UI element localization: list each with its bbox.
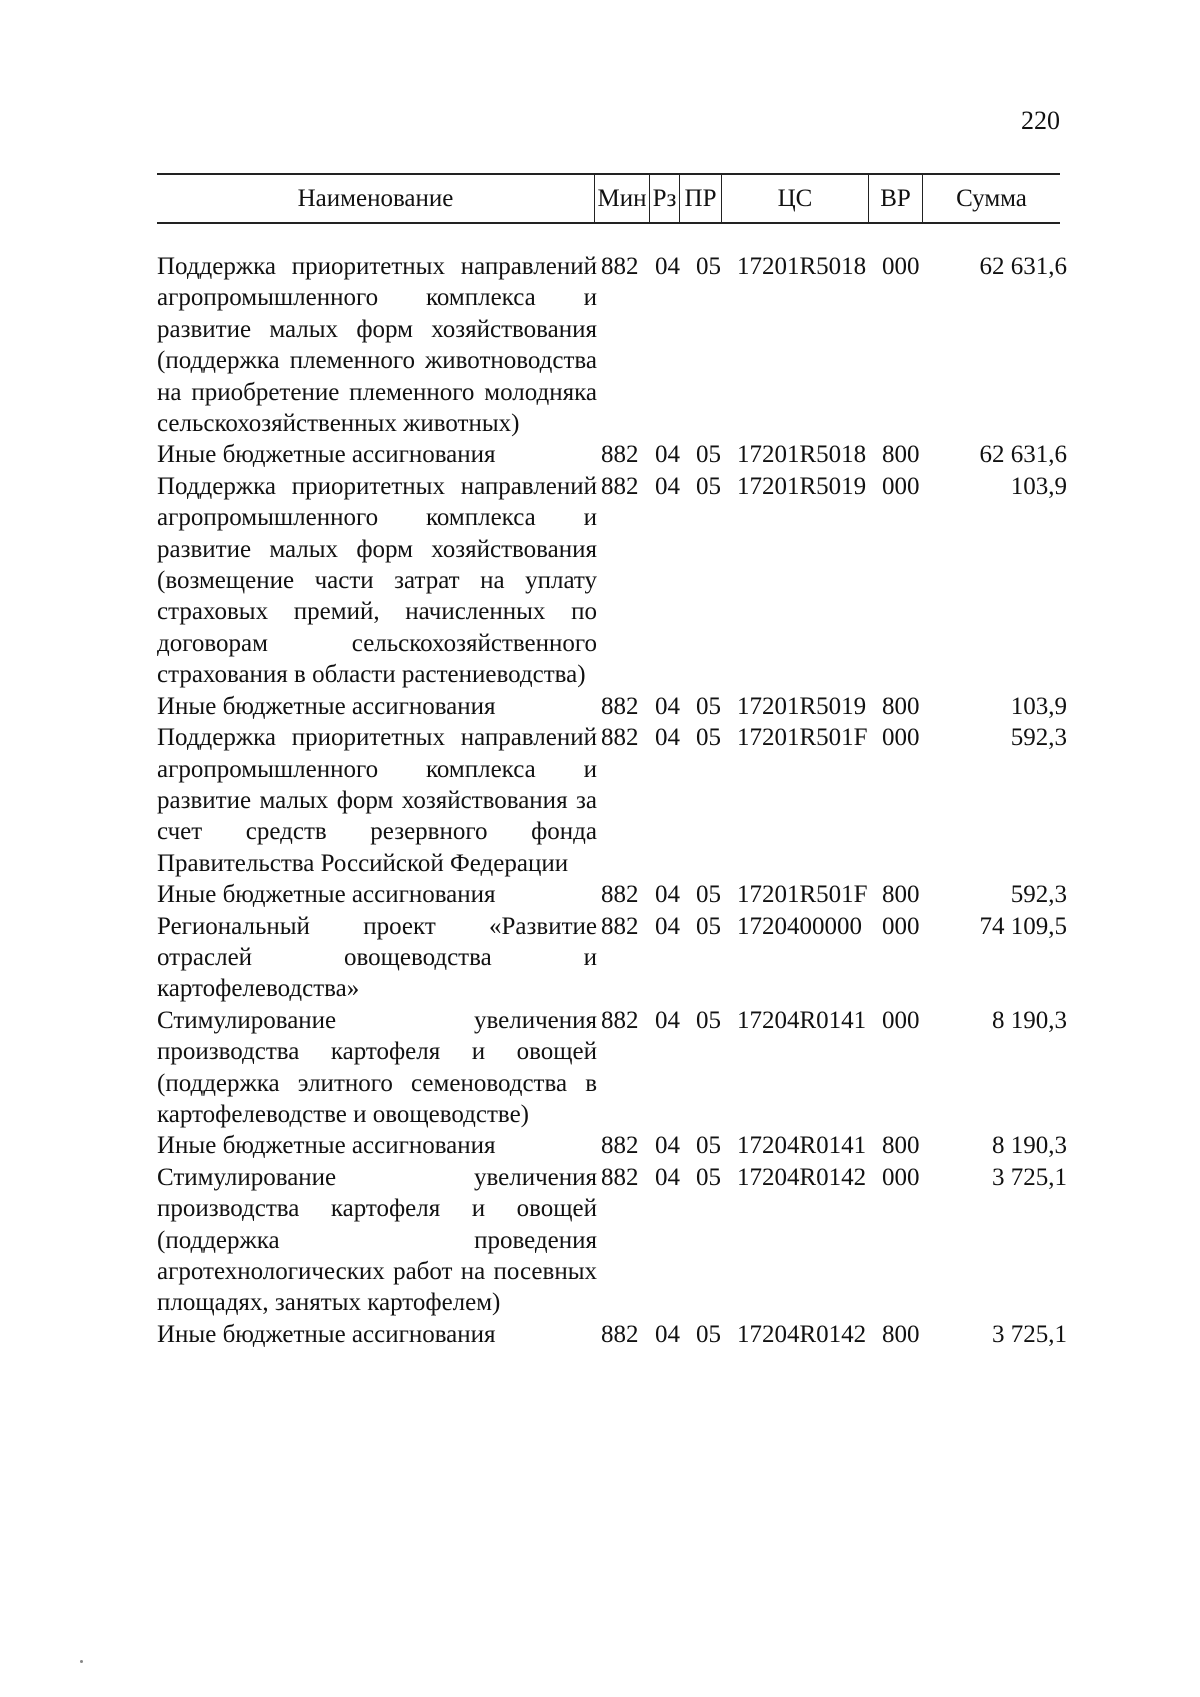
page-number: 220 — [1021, 106, 1060, 135]
header-name: Наименование — [297, 185, 454, 212]
row-name: Иные бюджетные ассигнования — [157, 692, 496, 720]
header-cs: ЦС — [721, 175, 868, 222]
row-sum: 8 190,3 — [992, 1006, 1067, 1034]
row-cs: 17201R5019 — [737, 692, 867, 720]
row-name: Иные бюджетные ассигнования — [157, 881, 496, 909]
table-header — [157, 173, 1060, 224]
row-name: Региональный проект «Развитие отраслей овощеводства и картофелеводства» — [157, 912, 597, 1003]
table-body — [157, 251, 1067, 1350]
row-min: 882 — [601, 692, 639, 720]
row-name: Иные бюджетные ассигнования — [157, 1320, 496, 1348]
row-min: 882 — [601, 472, 639, 500]
row-cs: 17201R501F — [737, 881, 868, 909]
row-min: 882 — [601, 1006, 639, 1034]
row-vr: 000 — [882, 1163, 920, 1191]
row-pr: 05 — [696, 912, 721, 940]
row-name: Стимулирование увеличения производства картофеля и овощей (поддержка проведения агротехнологических работ на посевных площадях, занятых картофелем) — [157, 1163, 597, 1317]
table-row — [157, 691, 1067, 722]
row-rz: 04 — [655, 724, 680, 752]
row-vr: 800 — [882, 692, 920, 720]
row-sum: 8 190,3 — [992, 1132, 1067, 1160]
row-pr: 05 — [696, 724, 721, 752]
row-rz: 04 — [655, 1320, 680, 1348]
row-rz: 04 — [655, 1163, 680, 1191]
row-sum: 103,9 — [1010, 472, 1067, 500]
row-vr: 800 — [882, 1320, 920, 1348]
row-vr: 800 — [882, 441, 920, 469]
table-row — [157, 1005, 1067, 1131]
row-min: 882 — [601, 1163, 639, 1191]
row-sum: 62 631,6 — [979, 253, 1067, 280]
row-sum: 74 109,5 — [979, 912, 1067, 940]
row-rz: 04 — [655, 1006, 680, 1034]
row-cs: 1720400000 — [737, 912, 862, 940]
row-name: Иные бюджетные ассигнования — [157, 441, 496, 469]
row-vr: 000 — [882, 1006, 920, 1034]
row-min: 882 — [601, 881, 639, 909]
row-name: Поддержка приоритетных направлений агропромышленного комплекса и развитие малых форм хозяйствования за счет средств резервного фонда Правительства Российской Федерации — [157, 724, 597, 877]
row-pr: 05 — [696, 253, 721, 280]
row-vr: 000 — [882, 472, 920, 500]
row-rz: 04 — [655, 881, 680, 909]
table-row — [157, 722, 1067, 879]
table-row — [157, 471, 1067, 691]
row-sum: 3 725,1 — [992, 1163, 1067, 1191]
table-row — [157, 251, 1067, 439]
table-row — [157, 1319, 1067, 1350]
row-pr: 05 — [696, 1006, 721, 1034]
row-cs: 17204R0142 — [737, 1320, 867, 1348]
row-sum: 592,3 — [1010, 724, 1067, 752]
header-vr: ВР — [868, 175, 922, 222]
row-cs: 17201R5018 — [737, 253, 867, 280]
row-sum: 3 725,1 — [992, 1320, 1067, 1348]
header-rz: Рз — [649, 175, 679, 222]
row-cs: 17201R5018 — [737, 441, 867, 469]
row-cs: 17204R0141 — [737, 1006, 867, 1034]
row-min: 882 — [601, 724, 639, 752]
row-name: Поддержка приоритетных направлений агропромышленного комплекса и развитие малых форм хозяйствования (поддержка племенного животноводства на приобретение племенного молодняка сельскохозяйственных животных) — [157, 253, 597, 438]
row-sum: 62 631,6 — [979, 441, 1067, 469]
row-vr: 000 — [882, 253, 920, 280]
row-cs: 17201R501F — [737, 724, 868, 752]
table-row — [157, 1130, 1067, 1161]
row-pr: 05 — [696, 1163, 721, 1191]
row-min: 882 — [601, 912, 639, 940]
row-name: Поддержка приоритетных направлений агропромышленного комплекса и развитие малых форм хозяйствования (возмещение части затрат на уплату страховых премий, начисленных по договорам сельскохозяйственного страхования в области растениеводства) — [157, 472, 597, 689]
row-cs: 17201R5019 — [737, 472, 867, 500]
row-pr: 05 — [696, 1132, 721, 1160]
row-rz: 04 — [655, 253, 680, 280]
row-name: Стимулирование увеличения производства картофеля и овощей (поддержка элитного семеноводства в картофелеводстве и овощеводстве) — [157, 1006, 597, 1128]
row-sum: 592,3 — [1010, 881, 1067, 909]
scan-speck — [80, 1660, 83, 1663]
row-rz: 04 — [655, 912, 680, 940]
table-row — [157, 1162, 1067, 1319]
header-sum: Сумма — [922, 175, 1060, 222]
row-name: Иные бюджетные ассигнования — [157, 1132, 496, 1160]
table-row — [157, 911, 1067, 1005]
row-pr: 05 — [696, 472, 721, 500]
row-min: 882 — [601, 253, 639, 280]
row-min: 882 — [601, 1132, 639, 1160]
header-min: Мин — [594, 175, 649, 222]
row-rz: 04 — [655, 1132, 680, 1160]
row-vr: 800 — [882, 1132, 920, 1160]
row-sum: 103,9 — [1010, 692, 1067, 720]
row-vr: 000 — [882, 912, 920, 940]
header-pr: ПР — [679, 175, 721, 222]
row-rz: 04 — [655, 692, 680, 720]
row-min: 882 — [601, 441, 639, 469]
row-rz: 04 — [655, 472, 680, 500]
row-vr: 000 — [882, 724, 920, 752]
row-pr: 05 — [696, 692, 721, 720]
row-pr: 05 — [696, 1320, 721, 1348]
row-min: 882 — [601, 1320, 639, 1348]
row-cs: 17204R0142 — [737, 1163, 867, 1191]
table-row — [157, 879, 1067, 910]
table-row — [157, 439, 1067, 470]
row-vr: 800 — [882, 881, 920, 909]
row-pr: 05 — [696, 441, 721, 469]
row-cs: 17204R0141 — [737, 1132, 867, 1160]
row-rz: 04 — [655, 441, 680, 469]
row-pr: 05 — [696, 881, 721, 909]
